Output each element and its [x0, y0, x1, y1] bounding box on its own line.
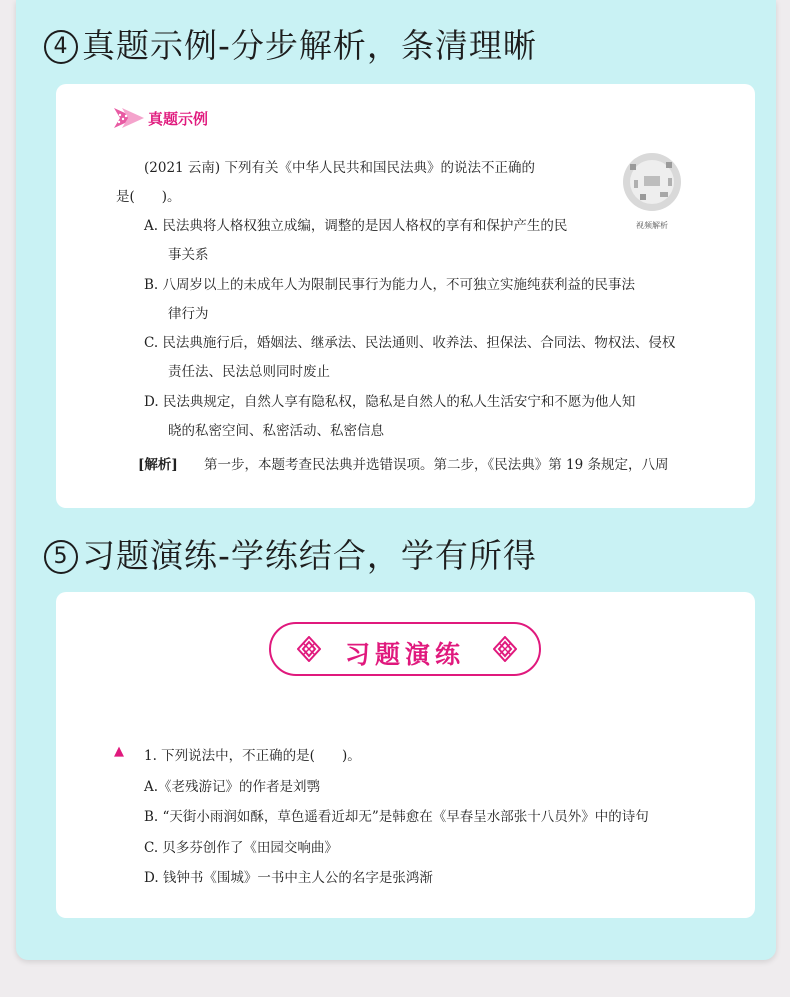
analysis-label: [解析]: [138, 457, 178, 473]
option-d: D. 民法典规定，自然人享有隐私权，隐私是自然人的私人生活安宁和不愿为他人知: [144, 394, 636, 410]
question-stem: (2021 云南) 下列有关《中华人民共和国民法典》的说法不正确的: [144, 160, 535, 176]
analysis-text: 第一步，本题考查民法典并选错误项。第二步，《民法典》第 19 条规定，八周: [204, 457, 669, 473]
triangle-marker-icon: ▲: [114, 744, 124, 759]
practice-option-d: D. 钱钟书《围城》一书中主人公的名字是张鸿渐: [144, 870, 433, 886]
example-tag-label: 真题示例: [148, 110, 209, 128]
qr-code-icon: [620, 150, 684, 214]
example-card: [56, 84, 755, 508]
option-d-cont: 晓的私密空间、私密活动、私密信息: [168, 423, 384, 439]
question-stem-cont: 是( )。: [116, 189, 181, 205]
practice-banner-label: 习题演练: [344, 640, 465, 669]
video-qr-code[interactable]: [616, 150, 688, 231]
section5-heading: [44, 530, 537, 577]
section4-title: 真题示例-分步解析，条清理晰: [82, 26, 537, 65]
option-c: C. 民法典施行后，婚姻法、继承法、民法通则、收养法、担保法、合同法、物权法、侵权: [144, 335, 676, 351]
practice-option-c: C. 贝多芬创作了《田园交响曲》: [144, 840, 338, 856]
practice-banner: [269, 622, 541, 676]
practice-option-b: B. “天街小雨润如酥，草色遥看近却无”是韩愈在《早春呈水部张十八员外》中的诗句: [144, 809, 649, 825]
diamond-ornament-right-icon: [493, 636, 517, 662]
section4-heading: [44, 20, 537, 67]
section5-number: 5: [44, 540, 78, 574]
option-c-cont: 责任法、民法总则同时废止: [168, 364, 330, 380]
section4-number: 4: [44, 30, 78, 64]
option-b-cont: 律行为: [168, 306, 209, 322]
practice-question: 1. 下列说法中，不正确的是( )。: [144, 748, 361, 764]
option-a-cont: 事关系: [168, 247, 209, 263]
practice-card: [56, 592, 755, 918]
section5-title: 习题演练-学练结合，学有所得: [82, 536, 537, 575]
option-b: B. 八周岁以上的未成年人为限制民事行为能力人，不可独立实施纯获利益的民事法: [144, 277, 636, 293]
pink-arrow-icon: [114, 106, 144, 130]
option-a: A. 民法典将人格权独立成编，调整的是因人格权的享有和保护产生的民: [144, 218, 568, 234]
practice-option-a: A.《老残游记》的作者是刘鹗: [144, 779, 321, 795]
video-qr-caption: 视频解析: [636, 221, 668, 230]
